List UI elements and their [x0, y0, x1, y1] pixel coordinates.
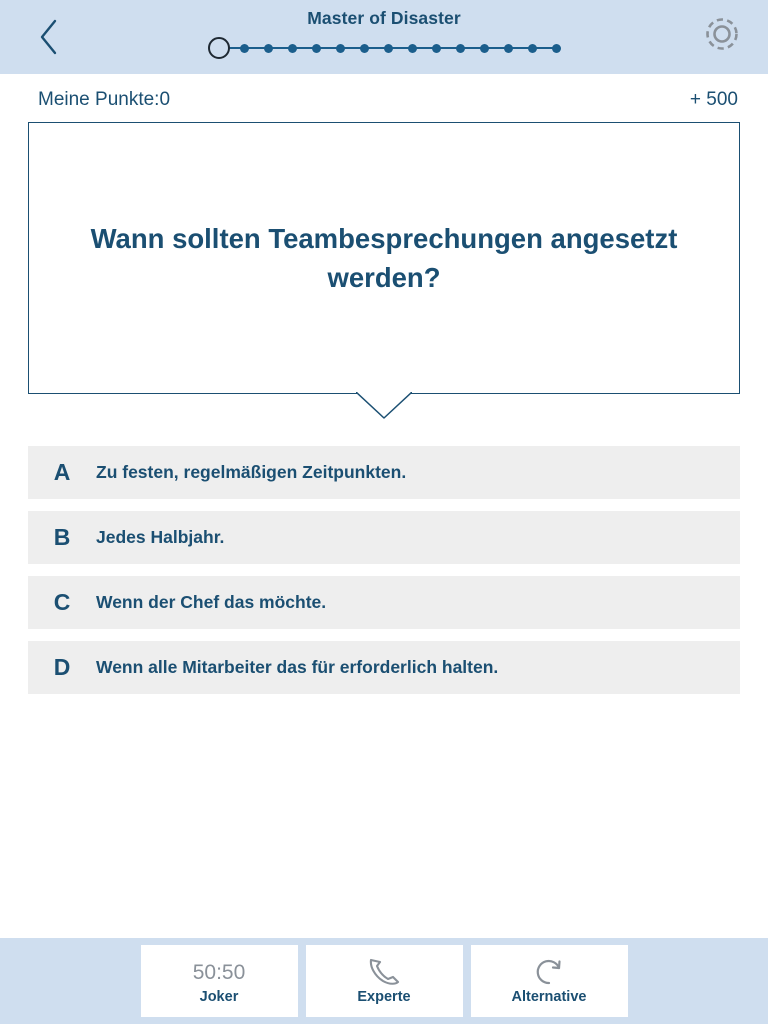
- page-title: Master of Disaster: [307, 8, 461, 28]
- answer-text: Jedes Halbjahr.: [96, 527, 225, 547]
- fifty-fifty-icon: 50:50: [192, 960, 246, 984]
- reward-points-label: + 500: [689, 89, 738, 110]
- answer-letter: A: [53, 459, 71, 485]
- progress-step[interactable]: [384, 44, 393, 53]
- answer-text: Zu festen, regelmäßigen Zeitpunkten.: [96, 462, 407, 482]
- lifeline-label: Alternative: [511, 989, 587, 1005]
- question-bubble: [28, 122, 740, 394]
- bubble-tail: [356, 392, 412, 419]
- answer-option-b[interactable]: [28, 511, 740, 564]
- answer-option-a[interactable]: [28, 446, 740, 499]
- answer-letter: C: [53, 589, 71, 615]
- score-row: [0, 74, 768, 122]
- refresh-icon: [533, 957, 565, 987]
- progress-step[interactable]: [552, 44, 561, 53]
- question-container: [0, 122, 768, 394]
- progress-step[interactable]: [408, 44, 417, 53]
- lifeline-label: Joker: [199, 989, 239, 1005]
- gear-icon: [700, 12, 744, 61]
- answer-text: Wenn der Chef das möchte.: [96, 592, 327, 612]
- progress-step[interactable]: [240, 44, 249, 53]
- phone-icon: [367, 957, 401, 987]
- lifeline-label: Experte: [357, 989, 411, 1005]
- settings-button[interactable]: [698, 12, 746, 60]
- progress-step[interactable]: [504, 44, 513, 53]
- content-spacer: [0, 694, 768, 938]
- progress-step[interactable]: [480, 44, 489, 53]
- answer-option-d[interactable]: [28, 641, 740, 694]
- progress-step[interactable]: [264, 44, 273, 53]
- app-header: [0, 0, 768, 74]
- lifeline-joker[interactable]: [141, 945, 298, 1017]
- my-points-label: Meine Punkte:0: [38, 89, 171, 110]
- question-text: Wann sollten Teambesprechungen angesetzt werden?: [90, 222, 678, 293]
- progress-step[interactable]: [360, 44, 369, 53]
- lifeline-experte[interactable]: [306, 945, 463, 1017]
- progress-step[interactable]: [336, 44, 345, 53]
- lifeline-alternative[interactable]: [471, 945, 628, 1017]
- progress-step[interactable]: [456, 44, 465, 53]
- progress-step[interactable]: [312, 44, 321, 53]
- lifeline-bar: [0, 938, 768, 1024]
- answer-list: [0, 394, 768, 694]
- progress-step[interactable]: [288, 44, 297, 53]
- progress-indicator: [0, 36, 768, 60]
- progress-step[interactable]: [432, 44, 441, 53]
- answer-letter: B: [53, 524, 71, 550]
- answer-letter: D: [53, 654, 71, 680]
- progress-step-current[interactable]: [208, 37, 230, 59]
- progress-step[interactable]: [528, 44, 537, 53]
- answer-text: Wenn alle Mitarbeiter das für erforderlich halten.: [96, 657, 499, 677]
- answer-option-c[interactable]: [28, 576, 740, 629]
